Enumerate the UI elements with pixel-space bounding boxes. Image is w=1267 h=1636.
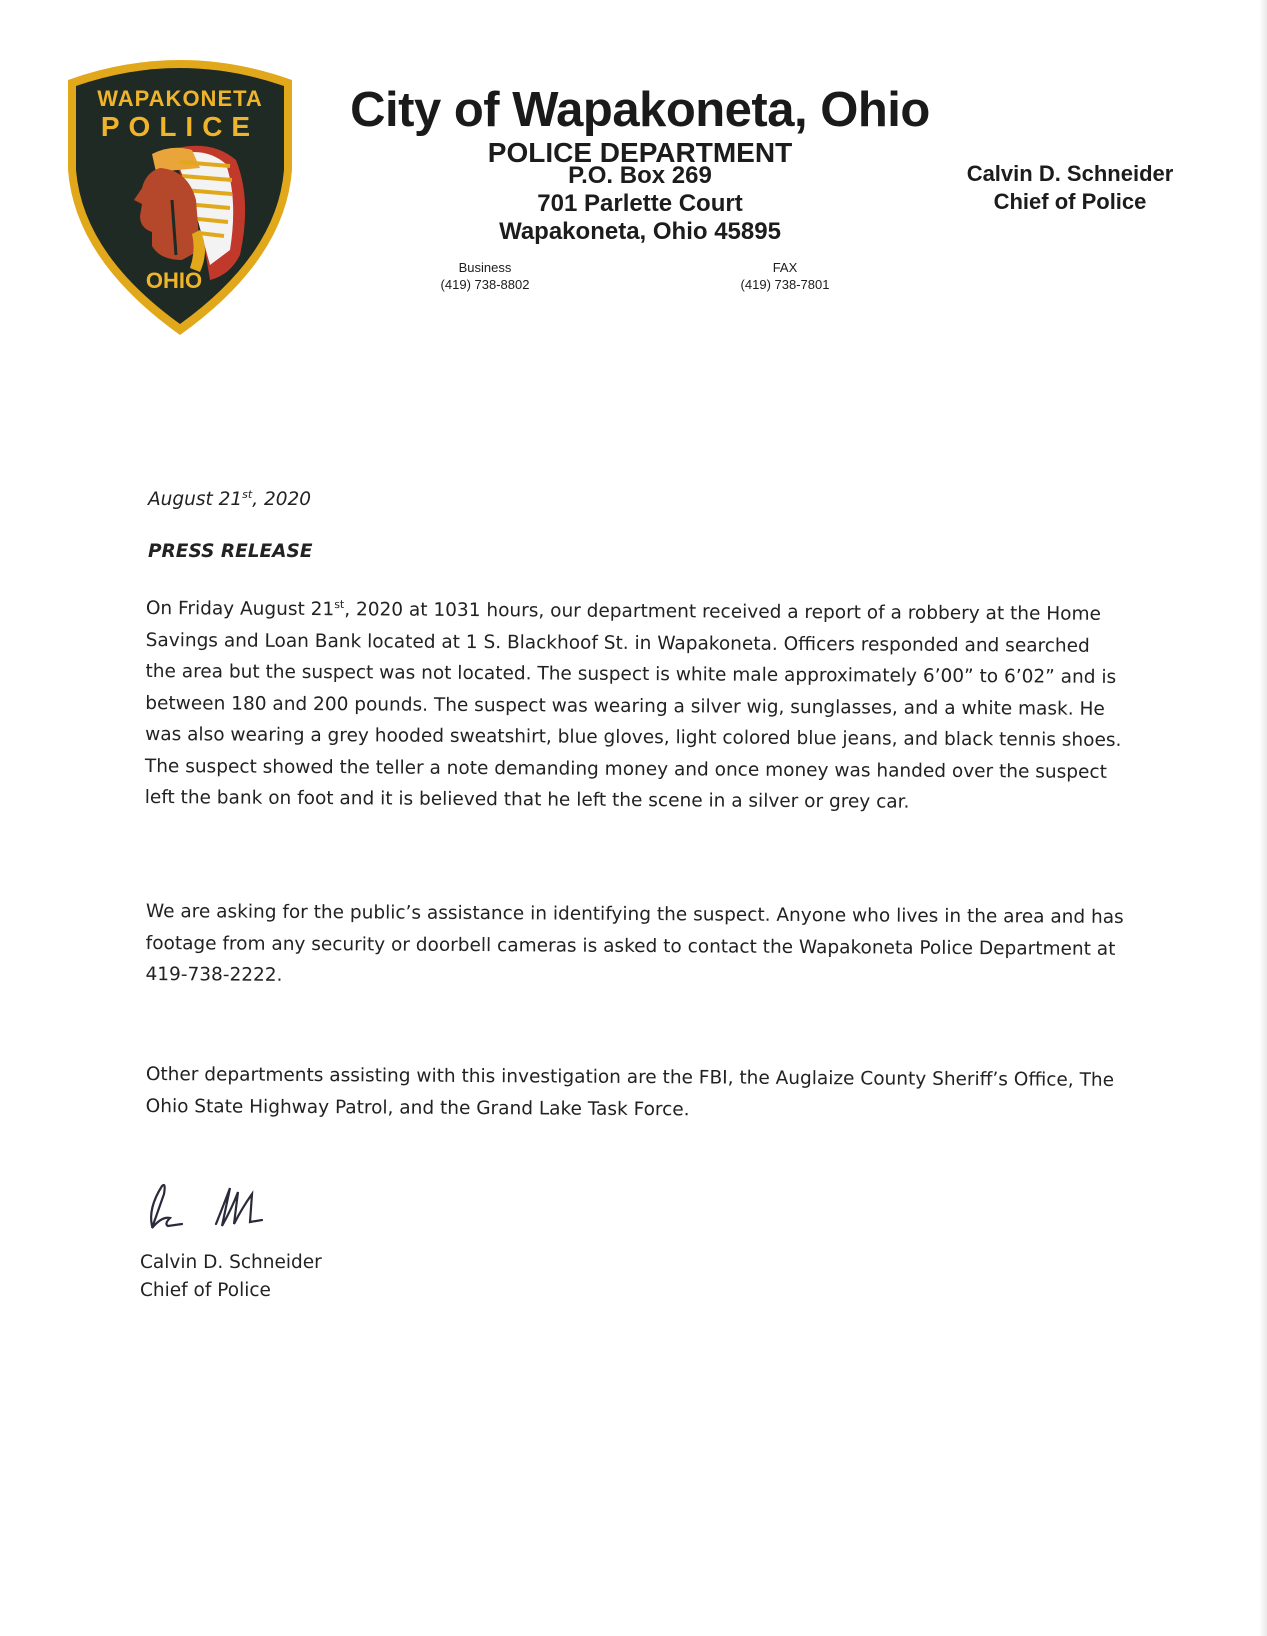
scan-edge-shadow [1259, 0, 1267, 1636]
p1-start: On Friday August 21 [145, 597, 335, 621]
press-release-label: PRESS RELEASE [148, 541, 313, 562]
street-address: 701 Parlette Court [537, 190, 743, 217]
signoff-title: Chief of Police [140, 1280, 271, 1301]
date-ordinal: st [242, 487, 253, 501]
city-state-zip: Wapakoneta, Ohio 45895 [499, 218, 781, 245]
badge-bottom-text: OHIO [145, 268, 203, 293]
letterhead [320, 82, 960, 246]
signoff-name: Calvin D. Schneider [140, 1252, 322, 1273]
paragraph-incident [145, 593, 1126, 819]
city-title: City of Wapakoneta, Ohio [350, 83, 930, 137]
badge-top-text: WAPAKONETA [97, 86, 263, 111]
paragraph-public-assistance: We are asking for the public’s assistance in identifying the suspect. Anyone who lives in the area and has footage from any security or doorbell cameras is asked to contact the Wapakoneta Police Department at 419-738-2222. [145, 900, 1124, 986]
signoff-block [140, 1249, 322, 1305]
date-day: August 21 [148, 489, 243, 510]
date-year: , 2020 [252, 489, 312, 510]
business-contact [420, 259, 550, 293]
handwritten-signature [138, 1178, 298, 1240]
chief-header [945, 160, 1195, 216]
fax-label: FAX [772, 260, 798, 275]
p1-ordinal: st [334, 597, 345, 612]
p1-rest: , 2020 at 1031 hours, our department received a report of a robbery at the Home Savings and Loan Bank located at 1 S. Blackhoof St. in Wapakoneta. Officers responded and searched the area but the suspect was not located. The suspect is white male approximately 6’00” to 6’02” and is between 180 and 200 pounds. The suspect was wearing a silver wig, sunglasses, and a white mask. He was also wearing a grey hooded sweatshirt, blue gloves, light colored blue jeans, and black tennis shoes. The suspect showed the teller a note demanding money and once money was handed over the suspect left the bank on foot and it is believed that he left the scene in a silver or grey car. [144, 599, 1122, 813]
police-badge-logo [60, 50, 300, 345]
fax-phone: (419) 738-7801 [740, 277, 830, 292]
badge-mid-text: POLICE [100, 111, 260, 142]
po-box: P.O. Box 269 [568, 162, 712, 189]
business-phone: (419) 738-8802 [440, 277, 530, 292]
chief-header-title: Chief of Police [993, 189, 1147, 214]
release-date [148, 489, 311, 510]
chief-header-name: Calvin D. Schneider [966, 161, 1174, 186]
paragraph-assisting-agencies: Other departments assisting with this investigation are the FBI, the Auglaize County Sheriff’s Office, The Ohio State Highway Patrol, and the Grand Lake Task Force. [145, 1063, 1115, 1120]
business-label: Business [458, 260, 512, 275]
fax-contact [720, 259, 850, 293]
department-name: POLICE DEPARTMENT [487, 137, 793, 168]
